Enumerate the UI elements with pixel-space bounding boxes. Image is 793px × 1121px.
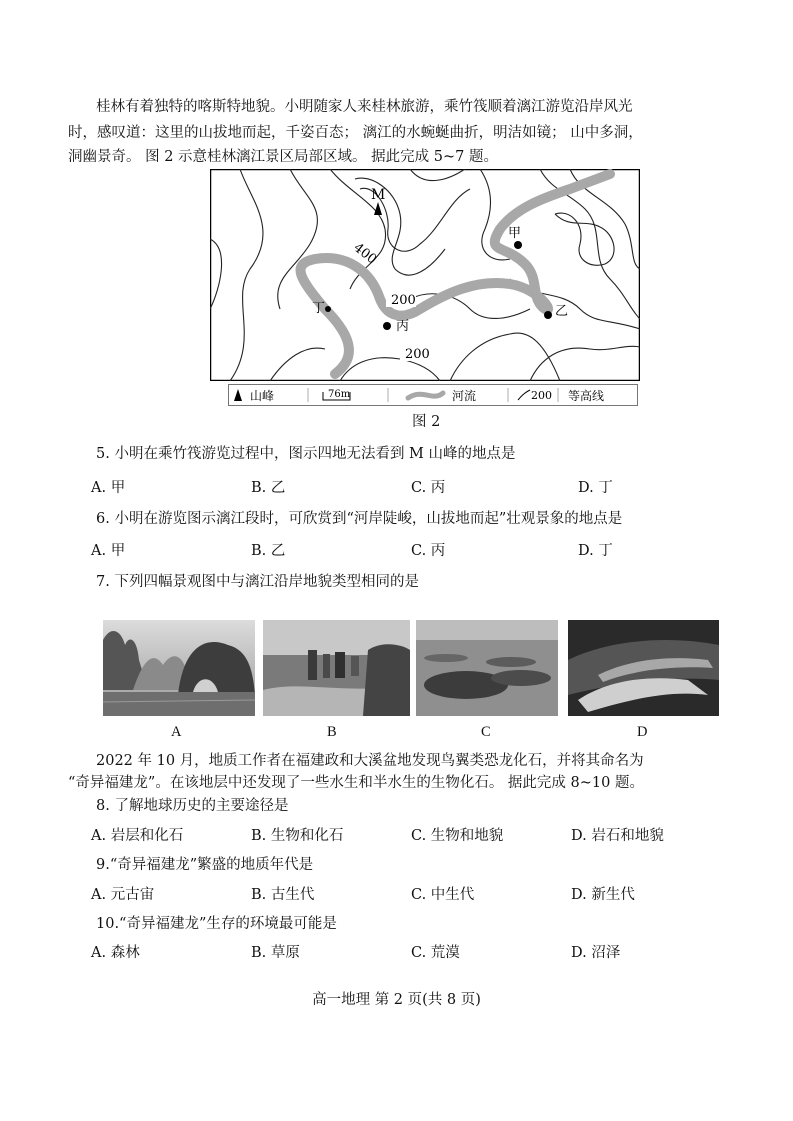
legend-scale: 76m xyxy=(328,389,351,400)
landscape-photo-b xyxy=(263,620,410,716)
question-8-option-b: B. 生物和化石 xyxy=(251,828,344,844)
passage2-line1: 2022 年 10 月，地质工作者在福建政和大溪盆地发现鸟翼类恐龙化石，并将其命名为 xyxy=(96,753,644,769)
question-10-option-a: A. 森林 xyxy=(91,945,140,961)
figure-caption: 图 2 xyxy=(412,414,441,430)
question-10-option-b: B. 草原 xyxy=(251,945,300,961)
question-6-option-d: D. 丁 xyxy=(578,543,613,559)
question-5-option-d: D. 丁 xyxy=(578,480,613,496)
legend-peak: 山峰 xyxy=(250,389,275,403)
map-legend xyxy=(228,384,638,406)
photo-label-a: A xyxy=(171,724,182,740)
point-yi-marker xyxy=(544,311,552,319)
point-yi-label: 乙 xyxy=(555,304,569,319)
question-5-stem: 5. 小明在乘竹筏游览过程中，图示四地无法看到 M 山峰的地点是 xyxy=(96,446,516,462)
passage1-line3: 洞幽景奇。 图 2 示意桂林漓江景区局部区域。 据此完成 5~7 题。 xyxy=(68,149,498,165)
passage2-line2: “奇异福建龙”。在该地层中还发现了一些水生和半水生的生物化石。 据此完成 8~10 题。 xyxy=(68,775,644,791)
topographic-map xyxy=(210,169,640,381)
legend-contour-value: 200 xyxy=(531,389,552,402)
landscape-photo-c xyxy=(416,620,558,716)
photo-label-b: B xyxy=(327,724,337,740)
point-ding-label: 丁 xyxy=(312,301,326,316)
peak-label: M xyxy=(371,187,386,203)
question-9-option-c: C. 中生代 xyxy=(411,887,475,903)
legend-contour: 等高线 xyxy=(568,389,605,403)
photo-label-c: C xyxy=(481,724,491,740)
question-6-option-c: C. 丙 xyxy=(411,543,446,559)
question-9-stem: 9.“奇异福建龙”繁盛的地质年代是 xyxy=(96,857,314,873)
passage1-line1: 桂林有着独特的喀斯特地貌。小明随家人来桂林旅游，乘竹筏顺着漓江游览沿岸风光 xyxy=(96,99,633,115)
question-8-option-c: C. 生物和地貌 xyxy=(411,828,504,844)
point-bing-marker xyxy=(383,322,391,330)
question-10-stem: 10.“奇异福建龙”生存的环境最可能是 xyxy=(96,916,337,932)
question-7-stem: 7. 下列四幅景观图中与漓江沿岸地貌类型相同的是 xyxy=(96,574,419,590)
question-10-option-c: C. 荒漠 xyxy=(411,945,460,961)
question-8-option-d: D. 岩石和地貌 xyxy=(571,828,664,844)
question-5-option-c: C. 丙 xyxy=(411,480,446,496)
question-5-option-b: B. 乙 xyxy=(251,480,286,496)
question-9-option-a: A. 元古宙 xyxy=(91,887,155,903)
page-footer: 高一地理 第 2 页(共 8 页) xyxy=(312,992,481,1008)
point-bing-label: 丙 xyxy=(396,319,410,334)
legend-river: 河流 xyxy=(452,389,477,403)
point-jia-marker xyxy=(514,241,522,249)
contour-label-200-a: 200 xyxy=(391,293,416,308)
question-9-option-b: B. 古生代 xyxy=(251,887,315,903)
passage1-line2: 时，感叹道：这里的山拔地而起，千姿百态； 漓江的水蜿蜒曲折，明洁如镜； 山中多洞， xyxy=(68,125,643,141)
river-legend-icon xyxy=(408,393,443,398)
photo-label-d: D xyxy=(637,724,648,740)
question-6-stem: 6. 小明在游览图示漓江段时，可欣赏到“河岸陡峻，山拔地而起”壮观景象的地点是 xyxy=(96,511,623,527)
landscape-photo-a xyxy=(103,620,255,716)
question-8-stem: 8. 了解地球历史的主要途径是 xyxy=(96,798,289,814)
question-6-option-b: B. 乙 xyxy=(251,543,286,559)
contour-label-400: 400 xyxy=(350,240,380,268)
landscape-photo-d xyxy=(568,620,719,716)
question-8-option-a: A. 岩层和化石 xyxy=(91,828,184,844)
question-5-option-a: A. 甲 xyxy=(91,480,126,496)
question-10-option-d: D. 沼泽 xyxy=(571,945,621,961)
point-ding-marker xyxy=(325,306,331,312)
contour-label-200-b: 200 xyxy=(405,347,430,362)
point-jia-label: 甲 xyxy=(508,226,522,241)
question-6-option-a: A. 甲 xyxy=(91,543,126,559)
question-9-option-d: D. 新生代 xyxy=(571,887,635,903)
